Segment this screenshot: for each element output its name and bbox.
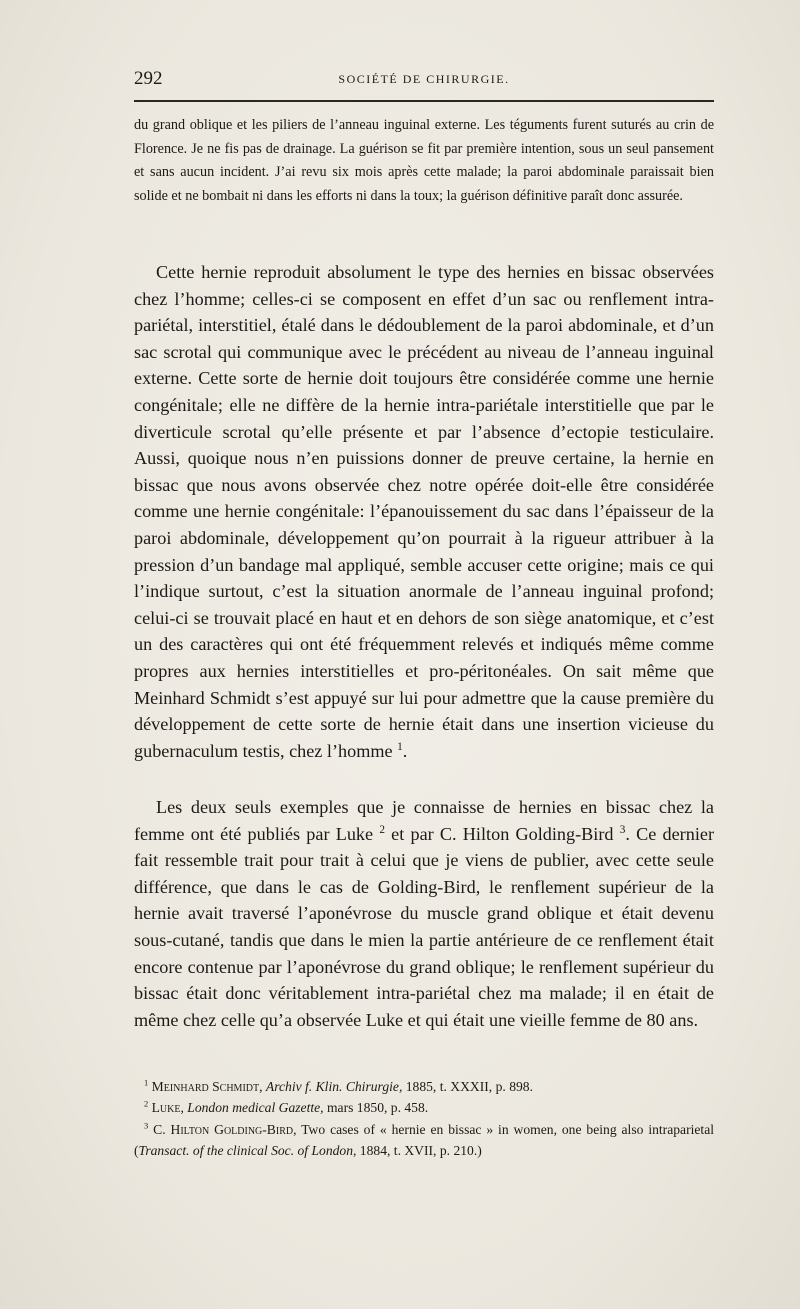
body-paragraph-1-text: Cette hernie reproduit absolument le type des hernies en bissac observées chez l’homme; celles-ci se composent en effet d’un sac ou renflement intra-pariétal, interstitiel, étalé dans le dédoublement de la paroi abdominale, et d’un sac scrotal qui communique avec le précédent au niveau de l’anneau inguinal externe. Cette sorte de hernie doit toujours être considérée comme une hernie congénitale; elle ne diffère de la hernie intra-pariétale interstitielle que par le diverticule scrotal qu’elle présente et par l’absence d’ectopie testiculaire. Aussi, quoique nous n’en puissions donner de preuve certaine, la hernie en bissac que nous avons observée chez notre opérée doit-elle être considérée comme une hernie congénitale: l’épanouissement du sac dans l’épaisseur de la paroi abdominale, développement qu’on pourrait à la rigueur attribuer à la pression d’un bandage mal appliqué, semble accuser cette origine; mais ce qui l’indique surtout, c’est la situation anormale de l’anneau inguinal profond; celui-ci se trouvait placé en haut et en dehors de son siège anatomique, et c’est un des caractères qui ont été fréquemment relevés et indiqués même comme propres aux hernies interstitielles et pro-péritonéales. On sait même que Meinhard Schmidt s’est appuyé sur lui pour admettre que la cause première du développement de cette sorte de hernie était dans une insertion vicieuse du gubernaculum testis, chez l’homme xyxy=(134,262,714,761)
footnote-3 xyxy=(134,1119,714,1162)
footnote-1-title: Archiv f. Klin. Chirurgie, xyxy=(265,1079,403,1094)
body-paragraph-1 xyxy=(134,259,714,764)
footnote-3-author: C. Hilton Golding-Bird xyxy=(153,1121,294,1137)
footnotes xyxy=(134,1076,714,1162)
footnote-3-mark: 3 xyxy=(144,1120,149,1131)
footnote-1-sep: , xyxy=(259,1079,266,1094)
body-paragraph-2-text-a: Les deux seuls exemples que je connaisse de hernies en bissac chez la femme ont été publiés par Luke xyxy=(134,797,714,844)
footnote-1 xyxy=(134,1076,714,1097)
footnote-1-mark: 1 xyxy=(144,1077,149,1088)
page-header xyxy=(134,66,714,96)
footnote-2-author: Luke xyxy=(151,1100,181,1116)
footnote-3-title-pre: Two cases of « hernie en bissac » in women, one being also intraparietal ( xyxy=(134,1121,714,1159)
body-paragraph-2-text-b: et par C. Hilton Golding-Bird xyxy=(384,823,620,844)
footnote-ref-3: 3 xyxy=(619,823,626,836)
footnote-2-sep: , xyxy=(180,1100,188,1116)
footnote-2-mark: 2 xyxy=(144,1098,149,1109)
footnote-2-rest: mars 1850, p. 458. xyxy=(323,1100,429,1116)
footnote-3-rest: 1884, t. XVII, p. 210.) xyxy=(356,1143,482,1159)
body-paragraph-1-end: . xyxy=(402,740,408,761)
header-rule xyxy=(134,100,714,102)
intro-paragraph: du grand oblique et les piliers de l’anneau inguinal externe. Les téguments furent suturés au crin de Florence. Je ne fis pas de drainage. La guérison se fit par première intention, sous un seul pansement et sans aucun incident. J’ai revu six mois après cette malade; la paroi abdominale paraissait bien solide et ne bombait ni dans les efforts ni dans la toux; la guérison définitive paraît donc assurée. xyxy=(134,117,714,204)
footnote-3-title: Transact. of the clinical Soc. of London, xyxy=(138,1143,357,1159)
footnote-ref-2: 2 xyxy=(379,823,385,836)
footnote-1-author: Meinhard Schmidt xyxy=(151,1079,260,1094)
running-title: SOCIÉTÉ DE CHIRURGIE. xyxy=(338,72,510,86)
footnote-2-title: London medical Gazette, xyxy=(187,1100,324,1116)
footnote-2 xyxy=(134,1097,714,1118)
body-paragraph-2 xyxy=(134,794,714,1033)
footnote-3-sep: , xyxy=(293,1121,302,1137)
body-paragraph-2-text-c: . Ce dernier fait ressemble trait pour trait à celui que je viens de publier, avec cette seule différence, que dans le cas de Golding-Bird, le renflement supérieur de la hernie avait traversé l’aponévrose du muscle grand oblique et était devenu sous-cutané, tandis que dans le mien la partie antérieure de ce renflement était encore contenue par l’aponévrose du grand oblique; le renflement supérieur du bissac était donc véritablement intra-pariétal chez ma malade; il en était de même chez celle qu’a observée Luke et qui était une vieille femme de 80 ans. xyxy=(134,823,715,1030)
footnote-1-rest: 1885, t. XXXII, p. 898. xyxy=(402,1079,533,1094)
footnote-ref-1: 1 xyxy=(397,740,403,753)
page-number: 292 xyxy=(134,68,163,89)
